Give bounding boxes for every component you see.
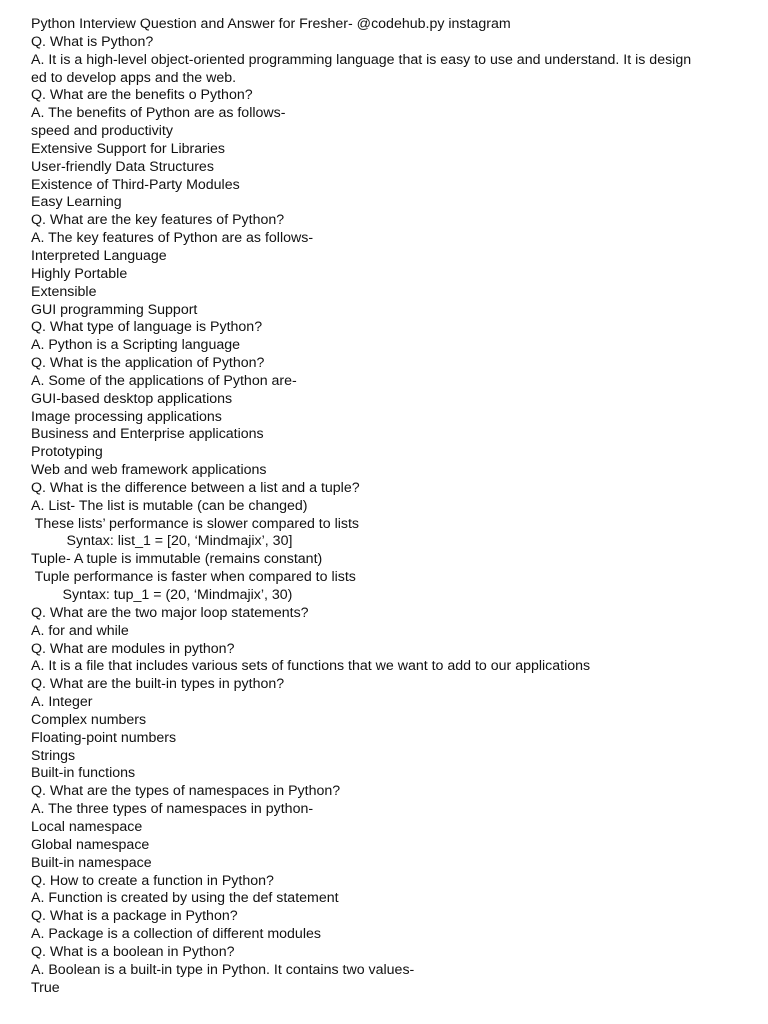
- text-line: Q. What are the built-in types in python?: [31, 676, 285, 693]
- text-line: Q. What is a package in Python?: [31, 908, 238, 925]
- text-line: Prototyping: [31, 444, 103, 461]
- text-line: A. The key features of Python are as follows-: [31, 230, 314, 247]
- text-line: A. List- The list is mutable (can be changed): [31, 497, 308, 514]
- text-line: A. Python is a Scripting language: [31, 337, 241, 354]
- text-line: True: [31, 979, 60, 996]
- text-line: A. Some of the applications of Python are-: [31, 372, 297, 389]
- text-line: Q. What type of language is Python?: [31, 319, 263, 336]
- text-line: Python Interview Question and Answer for Fresher- @codehub.py instagram: [31, 16, 511, 32]
- text-line: Existence of Third-Party Modules: [31, 176, 240, 193]
- text-line: Syntax: list_1 = [20, ‘Mindmajix’, 30]: [31, 533, 293, 550]
- text-line: A. It is a high-level object-oriented programming language that is easy to use and understand. It is design: [31, 51, 692, 68]
- text-line: Q. What is the application of Python?: [31, 355, 265, 372]
- text-line: Complex numbers: [31, 711, 147, 728]
- text-line: Q. What are the two major loop statements?: [31, 604, 309, 621]
- text-line: Q. What is Python?: [31, 33, 154, 50]
- text-line: A. for and while: [31, 622, 129, 639]
- text-line: Business and Enterprise applications: [31, 426, 264, 443]
- text-line: speed and productivity: [31, 123, 173, 140]
- text-line: Extensible: [31, 283, 97, 300]
- text-line: User-friendly Data Structures: [31, 158, 214, 175]
- text-line: GUI-based desktop applications: [31, 390, 233, 407]
- text-line: Easy Learning: [31, 194, 122, 211]
- text-line: GUI programming Support: [31, 301, 198, 318]
- text-line: A. It is a file that includes various sets of functions that we want to add to our applications: [31, 658, 591, 675]
- text-line: Q. What are the types of namespaces in Python?: [31, 783, 341, 800]
- text-line: Syntax: tup_1 = (20, ‘Mindmajix’, 30): [31, 587, 293, 603]
- text-line: A. Integer: [31, 694, 93, 711]
- text-line: ed to develop apps and the web.: [31, 69, 237, 86]
- text-line: Extensive Support for Libraries: [31, 140, 225, 157]
- text-line: A. The three types of namespaces in python-: [31, 801, 314, 818]
- text-line: Local namespace: [31, 818, 143, 835]
- text-line: Global namespace: [31, 836, 150, 853]
- text-line: Image processing applications: [31, 408, 222, 425]
- text-line: A. Package is a collection of different modules: [31, 926, 321, 943]
- text-line: Strings: [31, 747, 76, 764]
- text-line: Web and web framework applications: [31, 462, 267, 479]
- text-line: Highly Portable: [31, 265, 128, 282]
- text-line: A. Function is created by using the def statement: [31, 890, 339, 907]
- text-line: Q. How to create a function in Python?: [31, 872, 274, 889]
- text-line: A. Boolean is a built-in type in Python. It contains two values-: [31, 961, 415, 978]
- text-line: Q. What are modules in python?: [31, 640, 235, 657]
- text-line: Q. What are the benefits o Python?: [31, 87, 253, 104]
- text-line: Q. What are the key features of Python?: [31, 212, 285, 229]
- text-line: Q. What is a boolean in Python?: [31, 943, 235, 960]
- text-line: Q. What is the difference between a list and a tuple?: [31, 479, 360, 496]
- text-line: Built-in functions: [31, 765, 136, 782]
- text-line: Interpreted Language: [31, 247, 167, 264]
- text-line: Tuple performance is faster when compared to lists: [31, 569, 356, 586]
- text-line: Floating-point numbers: [31, 729, 177, 746]
- text-line: A. The benefits of Python are as follows-: [31, 105, 286, 122]
- text-line: These lists’ performance is slower compared to lists: [31, 515, 360, 532]
- text-line: Built-in namespace: [31, 854, 152, 871]
- text-line: Tuple- A tuple is immutable (remains constant): [31, 551, 323, 568]
